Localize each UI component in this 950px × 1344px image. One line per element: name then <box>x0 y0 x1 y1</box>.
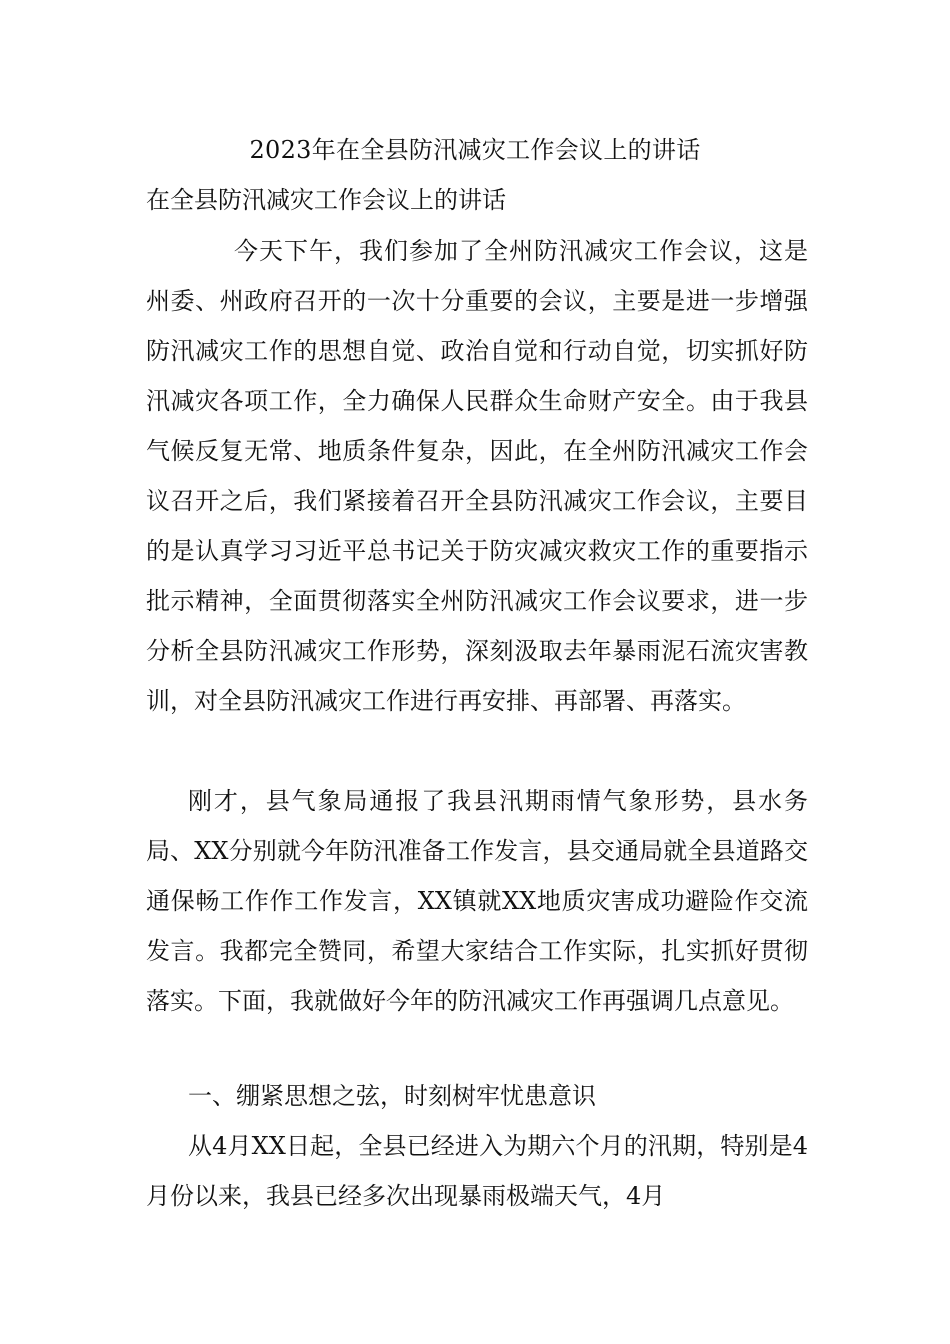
document-title: 2023年在全县防汛减灾工作会议上的讲话 <box>249 136 701 164</box>
paragraph-2: 刚才，县气象局通报了我县汛期雨情气象形势，县水务局、XX分别就今年防汛准备工作发言，县交通局就全县道路交通保畅工作作工作发言，XX镇就XX地质灾害成功避险作交流发言。我都完全赞同，希望大家结合工作实际，扎实抓好贯彻落实。下面，我就做好今年的防汛减灾工作再强调几点意见。 <box>146 787 808 1015</box>
paragraph-3: 从4月XX日起，全县已经进入为期六个月的汛期，特别是4月份以来，我县已经多次出现暴雨极端天气，4月 <box>146 1132 808 1210</box>
document-subtitle: 在全县防汛减灾工作会议上的讲话 <box>146 186 506 214</box>
section-heading-1: 一、绷紧思想之弦，时刻树牢忧患意识 <box>188 1082 596 1110</box>
paragraph-1: 今天下午，我们参加了全州防汛减灾工作会议，这是州委、州政府召开的一次十分重要的会议，主要是进一步增强防汛减灾工作的思想自觉、政治自觉和行动自觉，切实抓好防汛减灾各项工作，全力确保人民群众生命财产安全。由于我县气候反复无常、地质条件复杂，因此，在全州防汛减灾工作会议召开之后，我们紧接着召开全县防汛减灾工作会议，主要目的是认真学习习近平总书记关于防灾减灾救灾工作的重要指示批示精神，全面贯彻落实全州防汛减灾工作会议要求，进一步分析全县防汛减灾工作形势，深刻汲取去年暴雨泥石流灾害教训，对全县防汛减灾工作进行再安排、再部署、再落实。 <box>146 237 808 715</box>
